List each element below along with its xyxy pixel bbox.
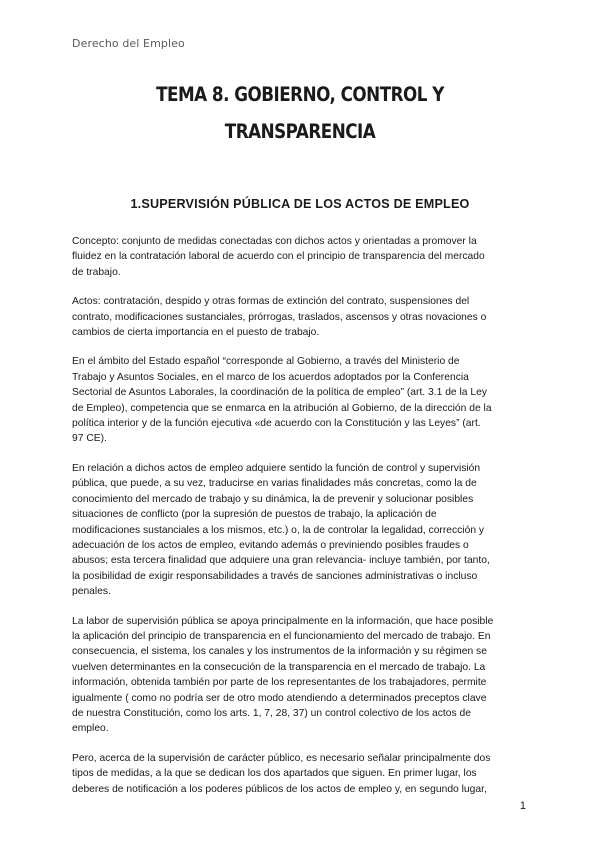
paragraph-concepto [72,234,528,280]
text-line: la posibilidad de exigir responsabilidades a través de sanciones administrativas o incluso [72,570,478,582]
text-line: empleo. [72,723,109,735]
text-line: Actos: contratación, despido y otras formas de extinción del contrato, suspensiones del [72,296,470,308]
text-line: situaciones de conflicto (por la supresión de puestos de trabajo, la aplicación de [72,509,437,521]
paragraph-medidas [72,751,528,797]
paragraph-funcion-control [72,461,528,600]
text-line: política interior y de la función ejecutiva «de acuerdo con la Constitución y las Leyes” (art. [72,418,481,430]
text-line: adecuación de los actos de empleo, evitando además o previniendo posibles fraudes o [72,539,469,551]
text-line: Concepto: conjunto de medidas conectadas con dichos actos y orientadas a promover la [72,236,477,247]
document-title [76,76,523,150]
text-line: Pero, acerca de la supervisión de carácter público, es necesario señalar principalmente dos [72,752,491,764]
text-line: contrato, modificaciones sustanciales, prórrogas, traslados, ascensos y otras novaciones o [72,311,487,323]
text-line: modificaciones sustanciales a los mismos, etc.) o, la de controlar la legalidad, corrección y [72,524,485,536]
text-line: consecuencia, el sistema, los canales y los instrumentos de la información y su régimen se [72,646,487,658]
section-heading: 1.SUPERVISIÓN PÚBLICA DE LOS ACTOS DE EMPLEO [130,197,470,211]
title-line-1: TEMA 8. GOBIERNO, CONTROL Y [156,83,444,106]
text-line: abusos; esta tercera finalidad que adquiere una gran relevancia- incluye también, por tanto, [72,555,490,567]
text-line: tipos de medidas, a la que se dedican los dos apartados que siguen. En primer lugar, los [72,768,477,780]
text-line: de Empleo), competencia que se enmarca en la atribución al Gobierno, de la dirección de la [72,402,492,414]
text-line: cambios de cierta importancia en el puesto de trabajo. [72,327,320,339]
text-line: conocimiento del mercado de trabajo y su dinámica, la de prevenir y solucionar posibles [72,493,474,505]
text-line: En el ámbito del Estado español “corresponde al Gobierno, a través del Ministerio de [72,356,460,368]
text-line: deberes de notificación a los poderes públicos de los actos de empleo y, en segundo lugar, [72,783,487,795]
text-line: de nuestra Constitución, como los arts. 1, 7, 28, 37) un control colectivo de los actos de [72,707,471,719]
running-header: Derecho del Empleo [72,37,185,50]
paragraph-actos [72,294,528,340]
page-number: 1 [519,800,526,812]
text-line: penales. [72,586,111,598]
text-line: la aplicación del principio de transparencia en el funcionamiento del mercado de trabajo. En [72,630,491,642]
text-line: 97 CE). [72,433,107,445]
text-line: En relación a dichos actos de empleo adquiere sentido la función de control y supervisión [72,462,481,474]
text-line: Sectorial de Asuntos Laborales, la coordinación de la política de empleo” (art. 3.1 de la Ley [72,387,487,399]
paragraph-ambito-estado [72,354,528,446]
paragraph-informacion [72,614,528,737]
body-text [72,234,528,811]
title-line-2: TRANSPARENCIA [224,120,376,143]
text-line: Trabajo y Asuntos Sociales, en el marco de los acuerdos adoptados por la Conferencia [72,371,469,383]
text-line: igualmente ( como no podría ser de otro modo atendiendo a determinados preceptos clave [72,692,487,704]
text-line: fluidez en la contratación laboral de acuerdo con el principio de transparencia del mercado [72,251,485,263]
text-line: de trabajo. [72,266,121,278]
text-line: información, obtenida también por parte de los representantes de los trabajadores, permite [72,677,487,689]
text-line: La labor de supervisión pública se apoya principalmente en la información, que hace posible [72,615,494,627]
text-line: vuelven determinantes en la consecución de la transparencia en el mercado de trabajo. La [72,661,486,673]
text-line: pública, que puede, a su vez, traducirse en varias finalidades más concretas, como la de [72,478,477,490]
